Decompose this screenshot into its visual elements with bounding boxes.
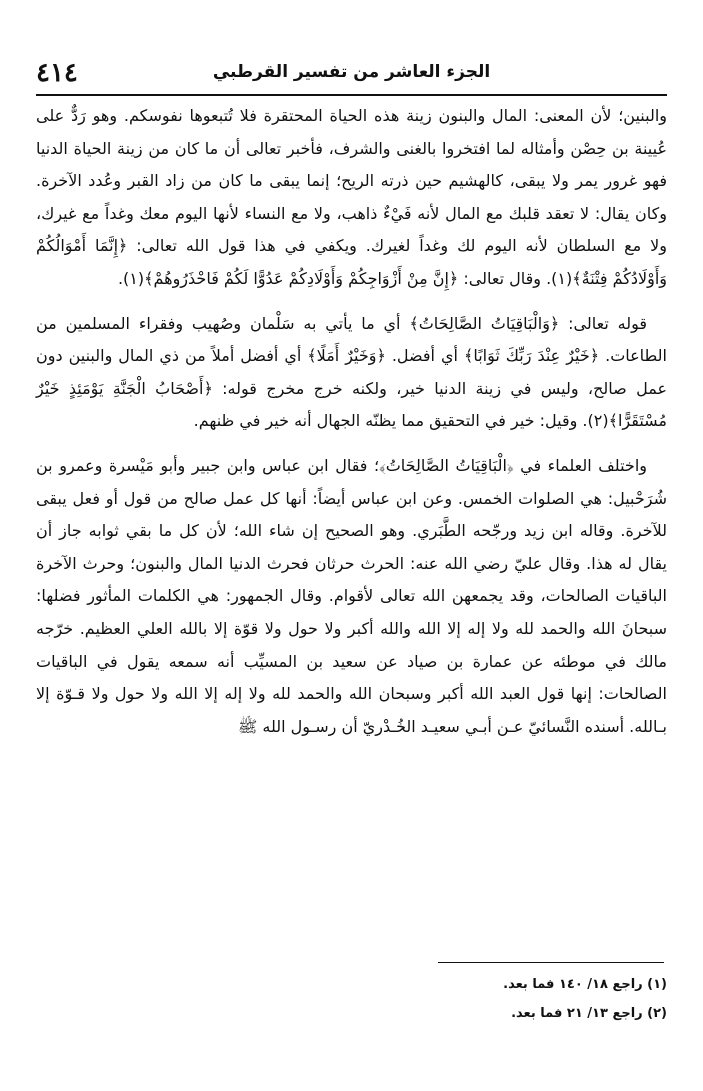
page-header (36, 50, 667, 96)
paragraph: قوله تعالى: ﴿وَالْبَاقِيَاتُ الصَّالِحَاتُ﴾ أي ما يأتي به سَلْمان وصُهيب وفقراء المسلمين من الطاعات. ﴿خَيْرٌ عِنْدَ رَبِّكَ ثَوَابًا﴾ أي أفضل. ﴿وَخَيْرٌ أَمَلًا﴾ أي أفضل أملاً من ذي المال والبنين دون عمل صالح، وليس في زينة الدنيا خير، ولكنه خرج مخرج قوله: ﴿أَصْحَابُ الْجَنَّةِ يَوْمَئِذٍ خَيْرٌ مُسْتَقَرًّا﴾(٢). وقيل: خير في التحقيق مما يظنّه الجهال أنه خير في ظنهم. (36, 313, 667, 431)
main-text (36, 100, 667, 743)
footnote: (٢) راجع ١٣/ ٢١ فما بعد. (511, 1006, 667, 1021)
page-number: ٤١٤ (36, 58, 78, 88)
paragraph: واختلف العلماء في ﴿الْبَاقِيَاتُ الصَّالِحَاتُ﴾؛ فقال ابن عباس وابن جبير وأبو مَيْسرة وعمرو بن شُرَحْبيل: هي الصلوات الخمس. وعن ابن عباس أيضاً: أنها كل عمل صالح من قول أو فعل يبقى للآخرة. وقاله ابن زيد ورجّحه الطَّبَري. وهو الصحيح إن شاء الله؛ لأن كل ما بقي ثوابه جاز أن يقال له هذا. وقال عليّ رضي الله عنه: الحرث حرثان فحرث الدنيا المال والبنون؛ وحرث الآخرة الباقيات الصالحات، وقد يجمعهن الله تعالى لأقوام. وقال الجمهور: هي الكلمات المأثور فضلها: سبحانَ الله والحمد لله ولا إله إلا الله والله أكبر ولا حول ولا قوّة إلا بالله العلي العظيم. خرّجه مالك في موطئه عن عمارة بن صياد عن سعيد بن المسيِّب أنه سمعه يقول في الباقيات الصالحات: إنها قول العبد الله أكبر وسبحان الله والحمد لله ولا إله إلا الله ولا حول ولا قـوّة إلا بـالله. أسنده النَّسائيّ عـن أبـي سعيـد الخُـدْريّ أن رسـول الله ﷺ (36, 455, 667, 736)
running-title: الجزء العاشر من تفسير القرطبي (212, 62, 491, 82)
footnotes (36, 970, 667, 1028)
paragraph: والبنين؛ لأن المعنى: المال والبنون زينة هذه الحياة المحتقرة فلا تُتبعوها نفوسكم. وهو رَدٌّ على عُيينة بن حِصْن وأمثاله لما افتخروا بالغنى والشرف، فأخبر تعالى أن ما كان من زينة الحياة الدنيا فهو غرور يمر ولا يبقى، كالهشيم حين ذرته الريح؛ إنما يبقى ما كان من زاد القبر وعُدد الآخرة. وكان يقال: لا تعقد قلبك مع المال لأنه فَيْءٌ ذاهب، ولا مع النساء لأنها اليوم معك وغداً مع غيرك، ولا مع السلطان لأنه اليوم لك وغداً لغيرك. ويكفي في هذا قول الله تعالى: ﴿إِنَّمَا أَمْوَالُكُمْ وَأَوْلَادُكُمْ فِتْنَةٌ﴾(١). وقال تعالى: ﴿إِنَّ مِنْ أَزْوَاجِكُمْ وَأَوْلَادِكُمْ عَدُوًّا لَكُمْ فَاحْذَرُوهُمْ﴾(١). (36, 106, 667, 288)
footnote-divider (438, 962, 664, 963)
footnote: (١) راجع ١٨/ ١٤٠ فما بعد. (503, 977, 667, 992)
